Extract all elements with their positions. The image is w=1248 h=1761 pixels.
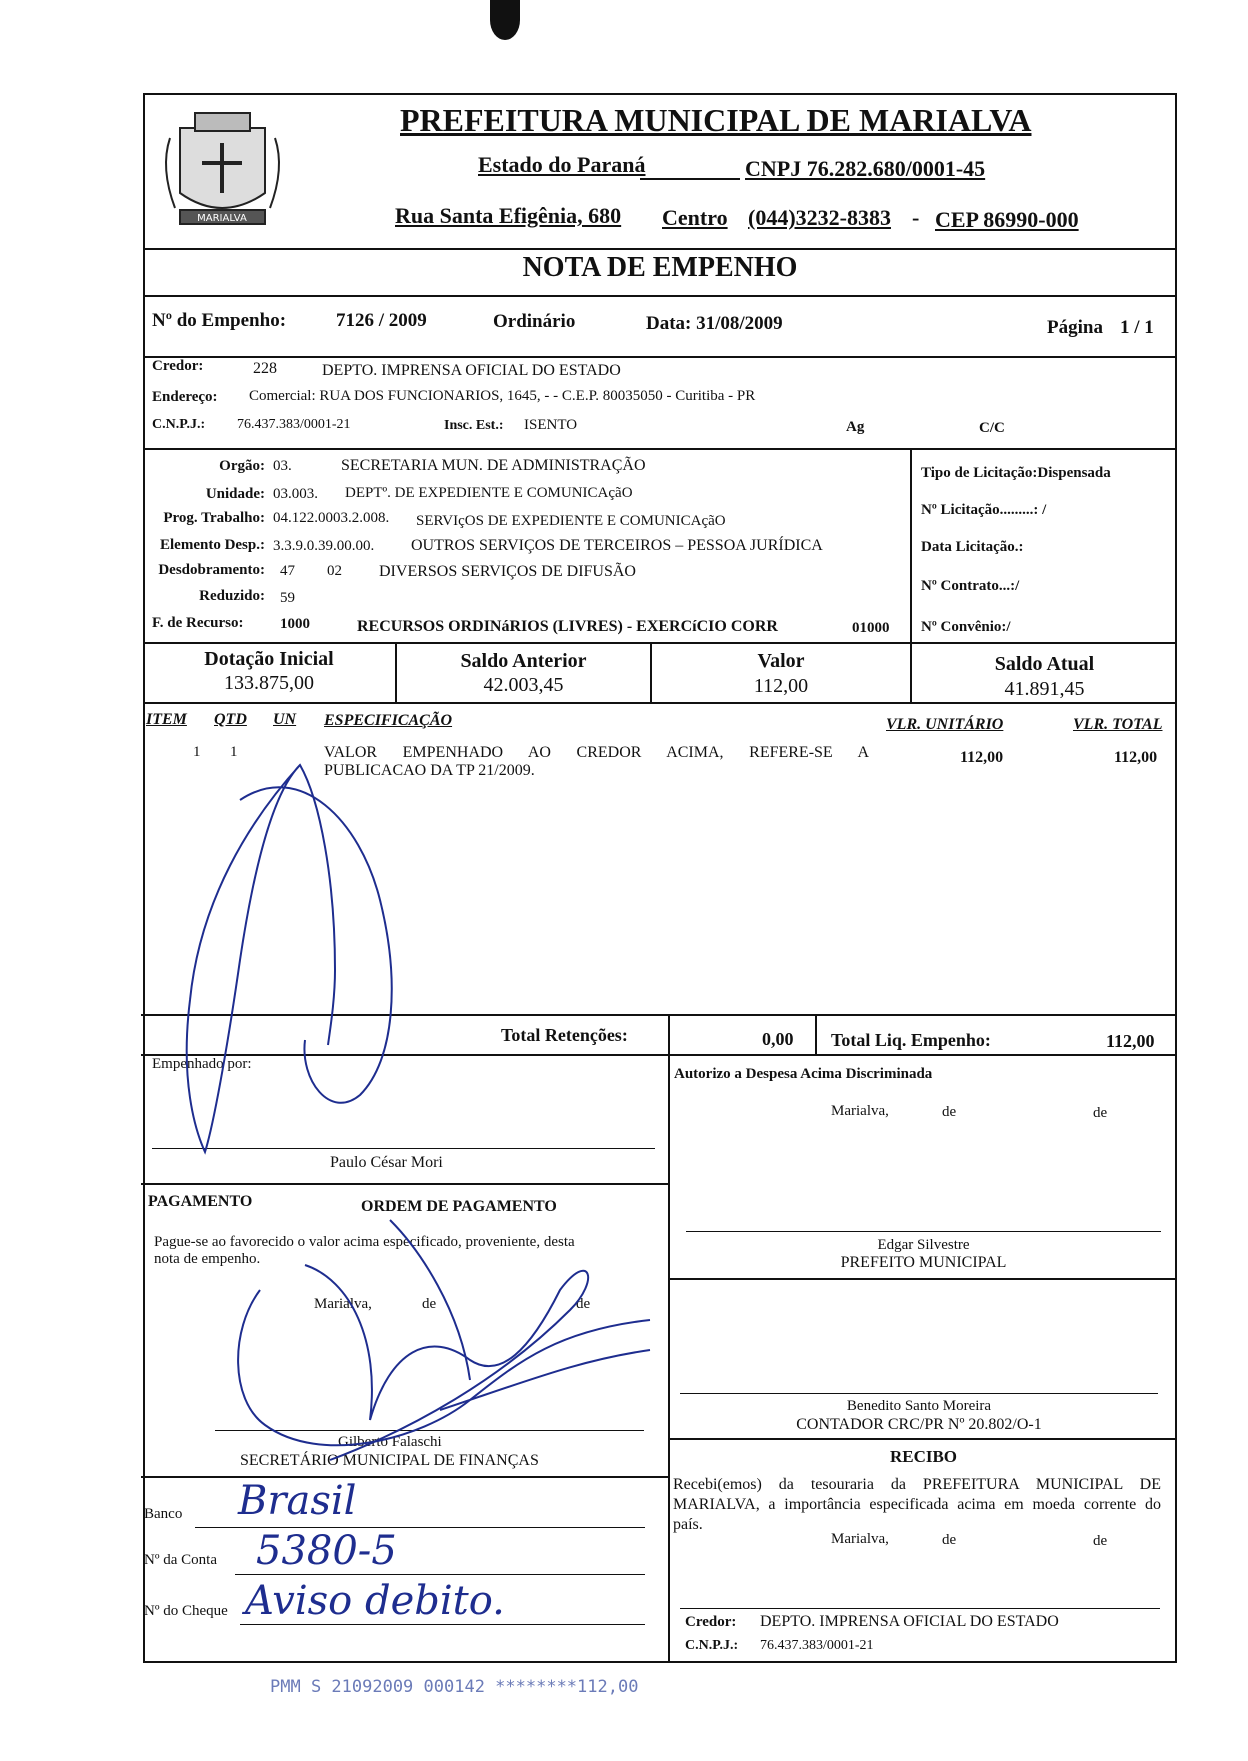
elemento-name: OUTROS SERVIÇOS DE TERCEIROS – PESSOA JURÍDICA (411, 537, 823, 554)
contador-role: CONTADOR CRC/PR Nº 20.802/O-1 (796, 1416, 1042, 1433)
cheque-label: Nº do Cheque (144, 1603, 228, 1619)
desdobramento-code2: 02 (327, 563, 342, 579)
item-description-line2: PUBLICACAO DA TP 21/2009. (324, 762, 535, 779)
saldo-anterior-value: 42.003,45 (483, 674, 564, 696)
prefeito-name: Edgar Silvestre (877, 1237, 970, 1253)
credor-label: Credor: (152, 358, 204, 374)
contrato-numero: Nº Contrato...:/ (921, 578, 1020, 594)
item-description-line1: VALOR EMPENHADO AO CREDOR ACIMA, REFERE-SE A (324, 744, 869, 761)
col-qtd: QTD (214, 711, 247, 728)
prefeito-role: PREFEITO MUNICIPAL (840, 1254, 1007, 1271)
recibo-text-line3: país. (673, 1516, 703, 1533)
banco-handwritten: Brasil (238, 1478, 357, 1524)
autorizo-city: Marialva, (831, 1103, 889, 1119)
liquido-label: Total Liq. Empenho: (831, 1030, 991, 1050)
orgao-label: Orgão: (219, 458, 265, 474)
dotacao-label: Dotação Inicial (204, 648, 334, 670)
retencoes-value: 0,00 (762, 1029, 794, 1049)
ag-label: Ag (846, 419, 865, 435)
header-address: Rua Santa Efigênia, 680 (395, 203, 622, 228)
pagamento-label: PAGAMENTO (148, 1193, 253, 1210)
recibo-cnpj-value: 76.437.383/0001-21 (760, 1638, 874, 1653)
recibo-de1: de (942, 1532, 957, 1548)
conta-label: Nº da Conta (144, 1552, 217, 1568)
recibo-de2: de (1093, 1533, 1108, 1549)
item-number: 1 (193, 744, 201, 760)
saldo-anterior-label: Saldo Anterior (460, 650, 587, 672)
header-cep: CEP 86990-000 (935, 207, 1079, 232)
header-dash: - (912, 205, 920, 230)
autorizo-label: Autorizo a Despesa Acima Discriminada (674, 1066, 933, 1082)
empenho-date: Data: 31/08/2009 (646, 313, 783, 334)
saldo-atual-label: Saldo Atual (994, 653, 1095, 675)
page-label: Página (1047, 317, 1103, 338)
doc-title: NOTA DE EMPENHO (522, 252, 798, 283)
credor-code: 228 (253, 360, 277, 377)
bank-stamp: PMM S 21092009 000142 ********112,00 (270, 1677, 639, 1697)
empenhado-label: Empenhado por: (152, 1056, 252, 1072)
licitacao-data: Data Licitação.: (921, 539, 1024, 555)
unidade-code: 03.003. (273, 486, 318, 502)
empenho-type: Ordinário (493, 311, 576, 332)
unidade-label: Unidade: (205, 486, 265, 502)
item-qtd: 1 (230, 744, 238, 760)
recurso-code: 1000 (280, 616, 310, 632)
desdobramento-code1: 47 (280, 563, 295, 579)
empenho-number: 7126 / 2009 (336, 310, 427, 331)
secretario-name: Gilberto Falaschi (338, 1434, 442, 1450)
recibo-text-line2: MARIALVA, a importância especificada acima em moeda corrente do (673, 1496, 1161, 1513)
credor-name: DEPTO. IMPRENSA OFICIAL DO ESTADO (322, 362, 621, 379)
elemento-label: Elemento Desp.: (160, 537, 265, 553)
page-number: 1 / 1 (1120, 317, 1154, 338)
licitacao-numero: Nº Licitação.........: / (921, 502, 1047, 518)
prog-name: SERVIçOS DE EXPEDIENTE E COMUNICAçãO (416, 513, 726, 529)
empenhado-name: Paulo César Mori (330, 1154, 443, 1171)
reduzido-value: 59 (280, 590, 295, 606)
col-vlr-unitario: VLR. UNITÁRIO (886, 716, 1004, 733)
header-cnpj: CNPJ 76.282.680/0001-45 (745, 156, 986, 181)
recibo-credor-label: Credor: (685, 1614, 737, 1630)
header-state: Estado do Paraná (478, 152, 646, 177)
col-un: UN (273, 711, 297, 728)
cheque-handwritten: Aviso debito. (245, 1578, 505, 1624)
item-vlr-total: 112,00 (1114, 749, 1158, 766)
recurso-number: 01000 (852, 620, 890, 636)
header-district: Centro (662, 205, 728, 230)
reduzido-label: Reduzido: (199, 588, 265, 604)
ordem-pagamento-label: ORDEM DE PAGAMENTO (361, 1198, 557, 1215)
svg-text:MARIALVA: MARIALVA (197, 213, 247, 224)
header-title: PREFEITURA MUNICIPAL DE MARIALVA (400, 102, 1032, 138)
retencoes-label: Total Retenções: (501, 1025, 628, 1045)
header-phone: (044)3232-8383 (748, 205, 891, 230)
col-especificacao: ESPECIFICAÇÃO (324, 712, 453, 729)
recibo-credor-name: DEPTO. IMPRENSA OFICIAL DO ESTADO (760, 1613, 1059, 1630)
valor-value: 112,00 (753, 675, 809, 697)
item-vlr-unitario: 112,00 (960, 749, 1004, 766)
insc-label: Insc. Est.: (444, 418, 504, 433)
recibo-cnpj-label: C.N.P.J.: (685, 1638, 739, 1653)
pagamento-text-line2: nota de empenho. (154, 1251, 261, 1267)
orgao-name: SECRETARIA MUN. DE ADMINISTRAÇÃO (341, 457, 646, 474)
cc-label: C/C (979, 420, 1005, 436)
desdobramento-name: DIVERSOS SERVIÇOS DE DIFUSÃO (379, 563, 636, 580)
autorizo-de2: de (1093, 1105, 1108, 1121)
col-item: ITEM (146, 711, 187, 728)
insc-value: ISENTO (524, 417, 578, 433)
recibo-text-line1: Recebi(emos) da tesouraria da PREFEITURA MUNICIPAL DE (673, 1476, 1161, 1493)
recibo-label: RECIBO (889, 1447, 958, 1466)
prog-code: 04.122.0003.2.008. (273, 510, 390, 526)
banco-label: Banco (144, 1506, 183, 1522)
convenio-numero: Nº Convênio:/ (921, 619, 1011, 635)
pagamento-de2: de (576, 1296, 591, 1312)
pagamento-de1: de (422, 1296, 437, 1312)
recurso-name: RECURSOS ORDINáRIOS (LIVRES) - EXERCíCIO CORR (357, 618, 778, 635)
licitacao-tipo: Tipo de Licitação:Dispensada (921, 465, 1111, 481)
dotacao-value: 133.875,00 (224, 672, 314, 694)
secretario-role: SECRETÁRIO MUNICIPAL DE FINANÇAS (240, 1452, 539, 1469)
desdobramento-label: Desdobramento: (158, 562, 265, 578)
conta-handwritten: 5380-5 (256, 1528, 397, 1574)
elemento-code: 3.3.9.0.39.00.00. (273, 538, 375, 554)
pagamento-city: Marialva, (314, 1296, 372, 1312)
endereco: Comercial: RUA DOS FUNCIONARIOS, 1645, - - C.E.P. 80035050 - Curitiba - PR (249, 388, 756, 404)
prog-label: Prog. Trabalho: (163, 510, 265, 526)
contador-name: Benedito Santo Moreira (846, 1398, 992, 1414)
valor-label: Valor (757, 650, 805, 672)
liquido-value: 112,00 (1106, 1031, 1155, 1051)
recibo-city: Marialva, (831, 1531, 889, 1547)
recurso-label: F. de Recurso: (152, 615, 244, 631)
credor-cnpj-label: C.N.P.J.: (152, 417, 206, 432)
pagamento-text-line1: Pague-se ao favorecido o valor acima especificado, proveniente, desta (154, 1234, 575, 1250)
autorizo-de1: de (942, 1104, 957, 1120)
col-vlr-total: VLR. TOTAL (1073, 716, 1163, 733)
saldo-atual-value: 41.891,45 (1004, 678, 1085, 700)
empenho-number-label: Nº do Empenho: (152, 310, 287, 331)
credor-cnpj: 76.437.383/0001-21 (237, 417, 351, 432)
orgao-code: 03. (273, 458, 292, 474)
unidade-name: DEPTº. DE EXPEDIENTE E COMUNICAçãO (345, 485, 633, 501)
endereco-label: Endereço: (152, 389, 218, 405)
